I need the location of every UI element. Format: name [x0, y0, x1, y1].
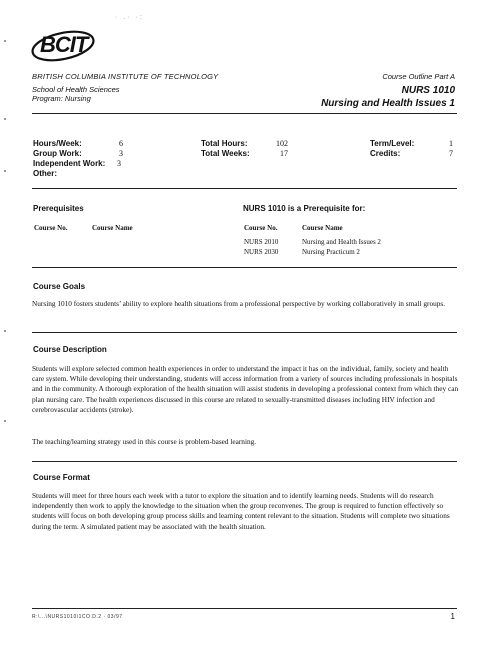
prereq-col-name: Course Name	[92, 224, 133, 232]
total-hours-label: Total Hours:	[201, 139, 248, 148]
hours-rule	[32, 188, 457, 189]
prereq-for-heading: NURS 1010 is a Prerequisite for:	[243, 204, 366, 213]
header-rule	[32, 113, 457, 114]
description-rule	[32, 461, 457, 462]
course-heading	[321, 84, 455, 110]
table-row-name: Nursing and Health Issues 2	[302, 238, 381, 246]
prereq-for-col-name: Course Name	[302, 224, 343, 232]
term-value: 1	[449, 139, 453, 148]
goals-rule	[32, 332, 457, 333]
program-name: Program: Nursing	[32, 94, 91, 103]
total-weeks-value: 17	[280, 149, 288, 158]
school-info	[32, 85, 120, 103]
footer-code: R:\...\NURS1010\1CO.D.2 · 03/97	[32, 614, 123, 620]
term-label: Term/Level:	[370, 139, 415, 148]
logo-text: BCIT	[40, 32, 88, 57]
description-heading: Course Description	[33, 345, 107, 354]
scan-scribble: · .· ·:	[115, 14, 144, 21]
course-code: NURS 1010	[401, 85, 455, 96]
independent-work-label: Independent Work:	[33, 159, 106, 168]
goals-heading: Course Goals	[33, 282, 86, 291]
prerequisites-heading: Prerequisites	[33, 204, 84, 213]
prereq-col-no: Course No.	[34, 224, 68, 232]
school-name: School of Health Sciences	[32, 85, 120, 94]
hours-week-label: Hours/Week:	[33, 139, 82, 148]
total-hours-value: 102	[276, 139, 288, 148]
description-text: Students will explore selected common health experiences in order to understand the impact it has on the individual, family, society and health care system. While developing their understanding, students will access information from a variety of sources including professionals in hospitals and in the community. A thorough exploration of the health situation will assist students in developing a professional context from which they can plan nursing care. The health experiences discussed in this course are related to sexually-transmitted diseases including HIV infection and cerebrovascular accidents (stroke).	[32, 364, 459, 414]
course-title: Nursing and Health Issues 1	[321, 98, 455, 109]
format-text: Students will meet for three hours each week with a tutor to explore the situation and to identify learning needs. Students will do research independently then work to apply the knowledge to the situation when the group reconvenes. The group is required to function effectively so students will focus on both developing group process skills and learning content relevant to the situation. Students will complete two situations during the term. A simulated patient may be associated with the health situation.	[32, 491, 450, 531]
prereq-for-col-no: Course No.	[244, 224, 278, 232]
prereq-rule	[32, 267, 457, 268]
page-number: 1	[450, 612, 455, 621]
footer-rule	[32, 608, 457, 609]
credits-label: Credits:	[370, 149, 401, 158]
hours-week-value: 6	[119, 139, 123, 148]
total-weeks-label: Total Weeks:	[201, 149, 250, 158]
bcit-logo	[28, 24, 98, 70]
table-row-no: NURS 2010	[244, 238, 279, 246]
other-label: Other:	[33, 169, 57, 178]
outline-part: Course Outline Part A	[382, 72, 455, 81]
independent-work-value: 3	[117, 159, 121, 168]
group-work-label: Group Work:	[33, 149, 82, 158]
institution-name: BRITISH COLUMBIA INSTITUTE OF TECHNOLOGY	[32, 72, 219, 81]
credits-value: 7	[449, 149, 453, 158]
description-strategy: The teaching/learning strategy used in this course is problem-based learning.	[32, 437, 257, 446]
table-row-no: NURS 2030	[244, 248, 279, 256]
table-row-name: Nursing Practicum 2	[302, 248, 360, 256]
goals-text: Nursing 1010 fosters students’ ability to explore health situations from a professional perspective by working collaboratively in small groups.	[32, 299, 446, 308]
group-work-value: 3	[119, 149, 123, 158]
format-heading: Course Format	[33, 473, 90, 482]
